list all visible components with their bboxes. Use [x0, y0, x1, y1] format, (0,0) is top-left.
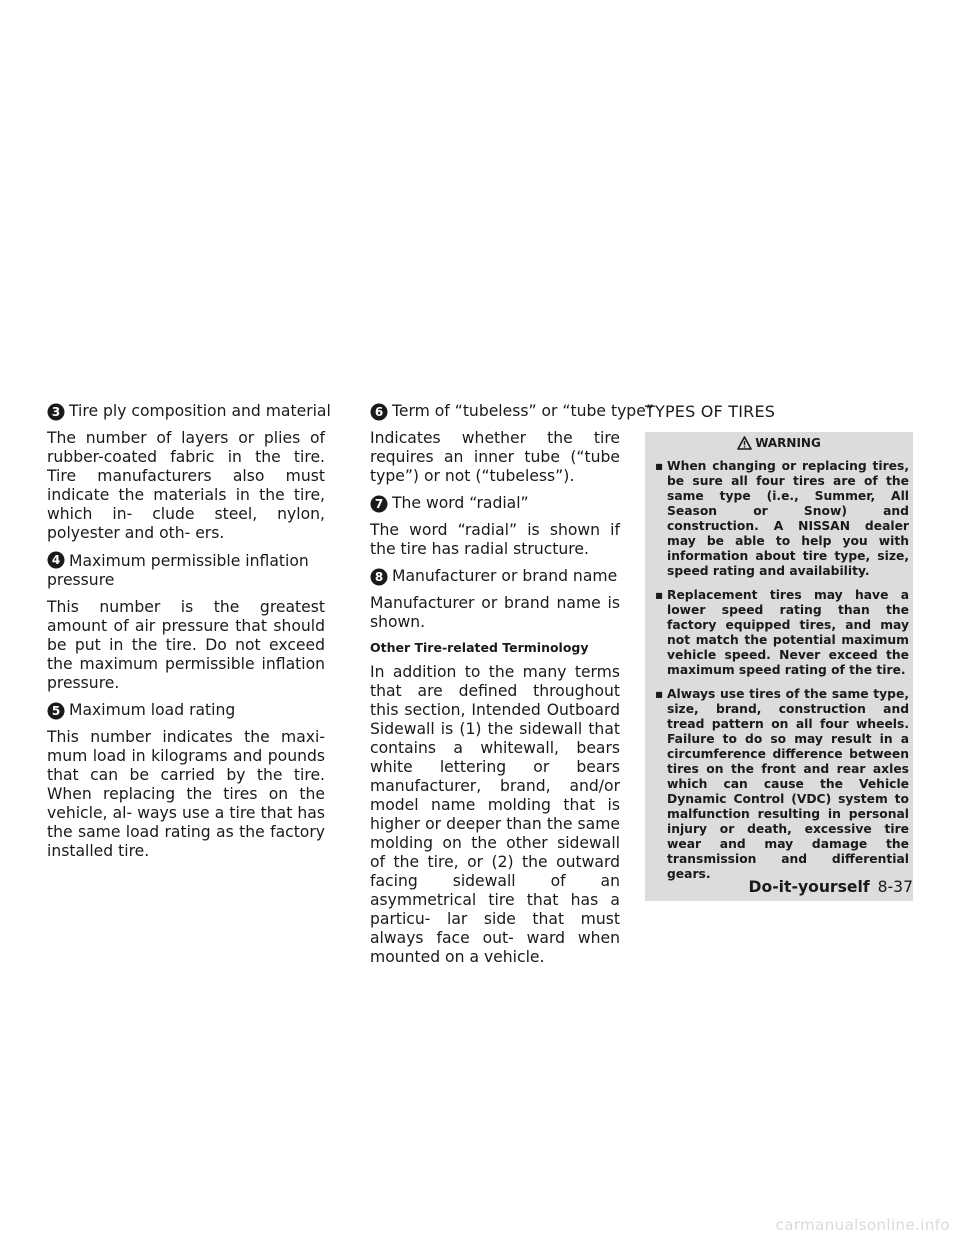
- item-7-body: The word “radial” is shown if the tire has radial structure.: [370, 521, 620, 558]
- number-6-icon: [370, 403, 388, 421]
- warning-box: [645, 432, 913, 901]
- item-4-heading: [47, 551, 325, 590]
- item-6-heading-text: Term of “tubeless” or “tube type”: [392, 402, 654, 420]
- item-7-heading: [370, 494, 620, 513]
- warning-item: ▪ When changing or replacing tires, be sure all four tires are of the same type (i.e., Summer, All Season or Snow) and construction. A NISSAN dealer may be able to help you with information about tire type, size, speed rating and availability.: [655, 459, 909, 578]
- warning-header: [645, 432, 913, 454]
- svg-text:6: 6: [374, 404, 384, 419]
- item-6-heading: [370, 402, 654, 421]
- svg-text:3: 3: [51, 404, 61, 419]
- item-5-heading-text: Maximum load rating: [69, 701, 236, 719]
- item-7-heading-text: The word “radial”: [392, 494, 529, 512]
- left-column: [47, 402, 331, 869]
- terminology-body: In addition to the many terms that are defined throughout this section, Intended Outboard Sidewall is (1) the sidewall that contains a whitewall, bears white lettering or bears manufacturer, brand, and/or model name molding that is higher or deeper than the same molding on the other sidewall of the tire, or (2) the outward facing sidewall of an asymmetrical tire that has a particu- lar side that must always face out- ward when mounted on a vehicle.: [370, 663, 620, 966]
- middle-column: [370, 402, 654, 975]
- svg-text:7: 7: [374, 496, 384, 511]
- warning-item: ▪ Replacement tires may have a lower speed rating than the factory equipped tires, and may not match the potential maximum vehicle speed. Never exceed the maximum speed rating of the tire.: [655, 588, 909, 677]
- item-3-heading: [47, 402, 331, 421]
- number-7-icon: [370, 495, 388, 513]
- warning-label: WARNING: [755, 436, 821, 450]
- watermark: carmanualsonline.info: [775, 1216, 950, 1234]
- item-3-heading-text: Tire ply composition and material: [69, 402, 331, 420]
- warning-triangle-icon: [737, 436, 752, 450]
- section-title: TYPES OF TIRES: [645, 402, 776, 421]
- bullet-icon: ▪: [655, 687, 664, 701]
- bullet-icon: ▪: [655, 588, 664, 602]
- item-5-heading: [47, 701, 325, 720]
- item-5-body: This number indicates the maxi- mum load in kilograms and pounds that can be carried by the tire. When replacing the tires on the vehicle, al- ways use a tire that has the same load rating as the factory installed tire.: [47, 728, 325, 860]
- bullet-icon: ▪: [655, 459, 664, 473]
- right-column: [645, 402, 913, 901]
- item-8-heading: [370, 567, 620, 586]
- number-4-icon: [47, 551, 65, 569]
- terminology-subheading: Other Tire-related Terminology: [370, 640, 589, 655]
- item-8-body: Manufacturer or brand name is shown.: [370, 594, 620, 631]
- svg-text:4: 4: [51, 553, 61, 568]
- footer-section-name: Do-it-yourself: [748, 878, 870, 896]
- item-6-body: Indicates whether the tire requires an inner tube (“tube type”) or not (“tubeless”).: [370, 429, 620, 485]
- page-footer: [749, 878, 913, 896]
- item-8-heading-text: Manufacturer or brand name: [392, 567, 618, 585]
- item-4-body: This number is the greatest amount of air pressure that should be put in the tire. Do not exceed the maximum permissible inflation pressure.: [47, 598, 325, 692]
- item-3-body: The number of layers or plies of rubber-coated fabric in the tire. Tire manufacturers also must indicate the materials in the tire, which in- clude steel, nylon, polyester and oth- ers.: [47, 429, 325, 542]
- svg-text:8: 8: [374, 569, 384, 584]
- svg-text:5: 5: [51, 703, 61, 718]
- item-4-heading-text: Maximum permissible inflation pressure: [47, 552, 309, 589]
- warning-item: ▪ Always use tires of the same type, size, brand, construction and tread pattern on all four wheels. Failure to do so may result in a circumference difference between tires on the front and rear axles which can cause the Vehicle Dynamic Control (VDC) system to malfunction resulting in personal injury or death, excessive tire wear and may damage the transmission and differential gears.: [655, 687, 909, 881]
- warning-list: [645, 459, 913, 882]
- number-5-icon: [47, 702, 65, 720]
- page-number: 8-37: [877, 878, 913, 896]
- number-8-icon: [370, 568, 388, 586]
- number-3-icon: [47, 403, 65, 421]
